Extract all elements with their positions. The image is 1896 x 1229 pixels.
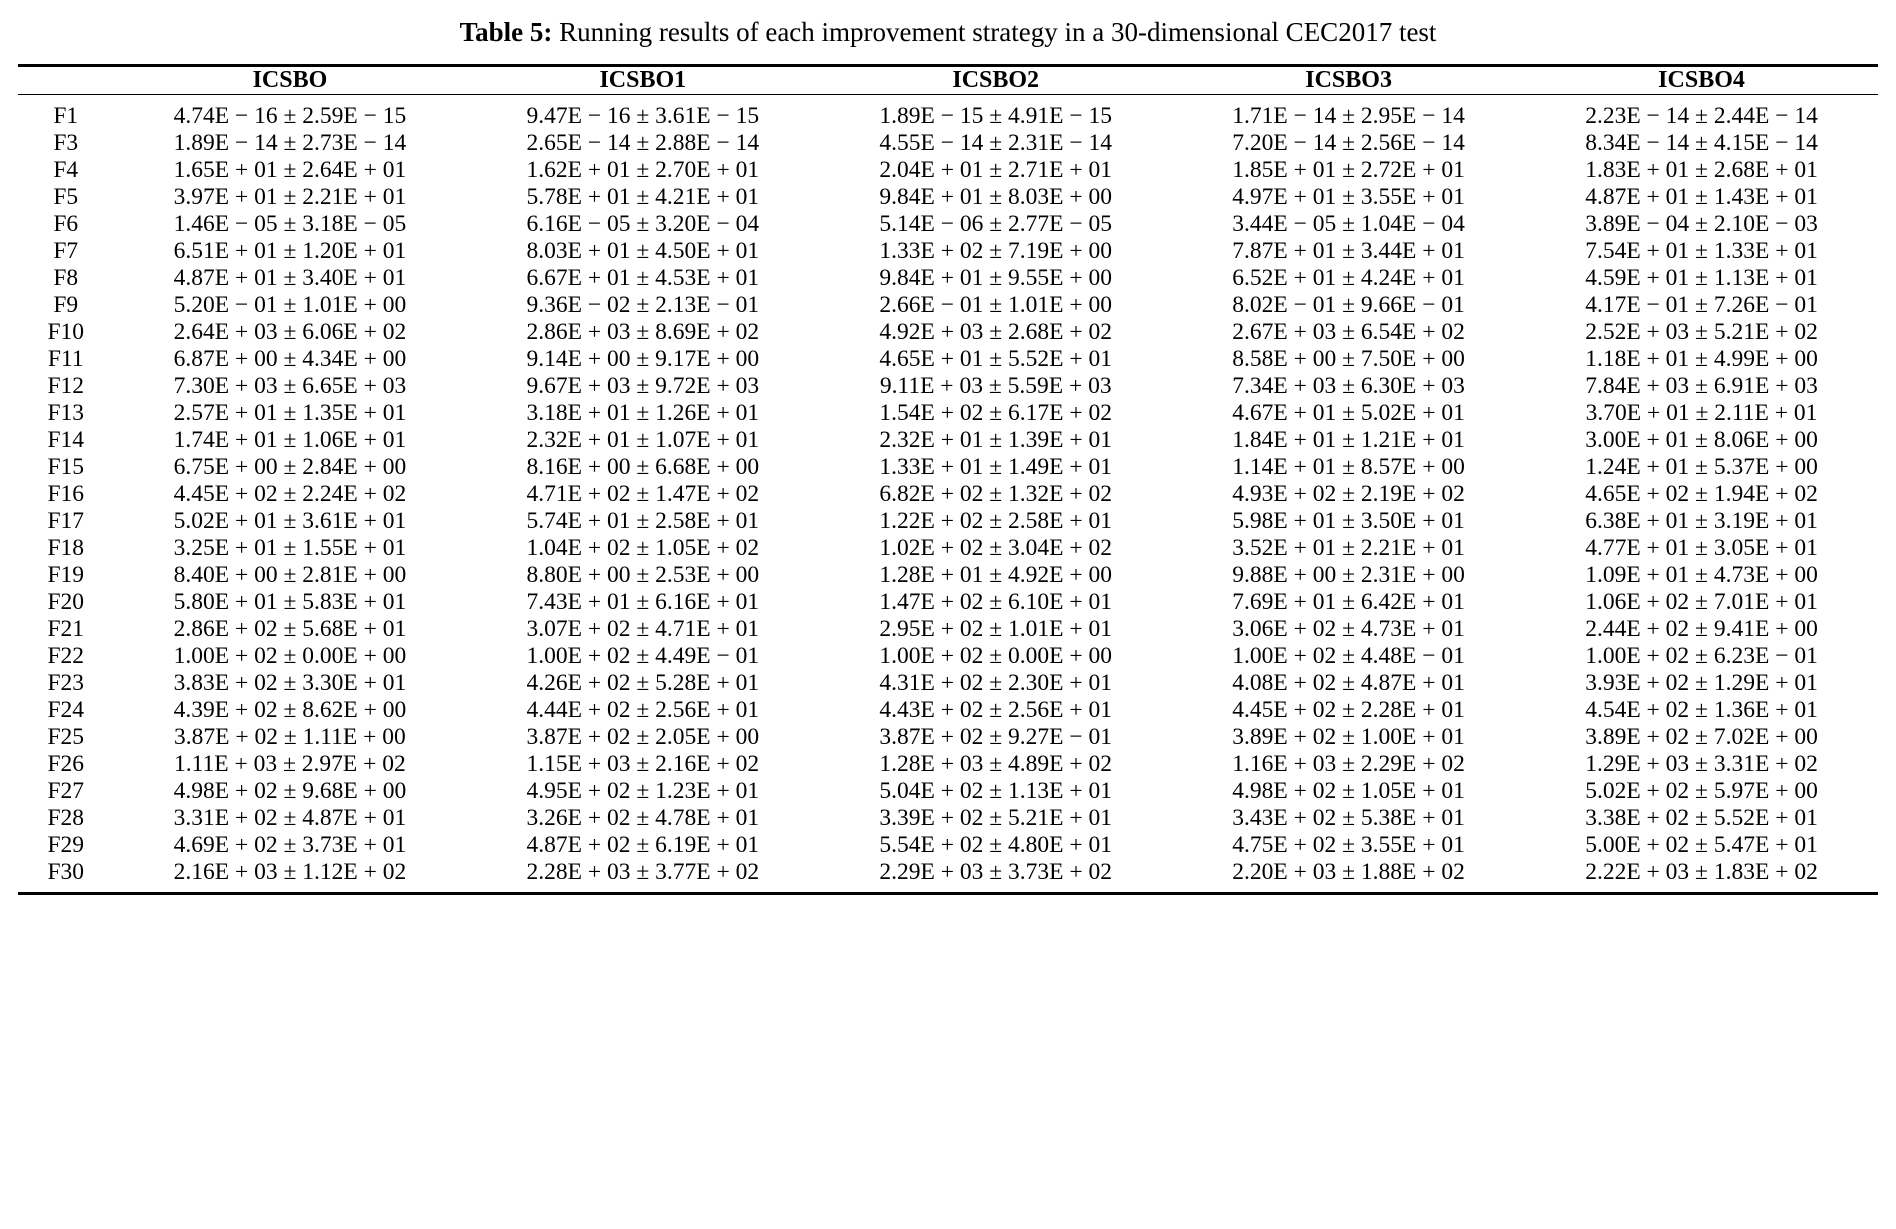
cell: 5.02E + 01 ± 3.61E + 01 xyxy=(173,507,407,534)
cell: 2.28E + 03 ± 3.77E + 02 xyxy=(526,858,760,885)
cell: 2.44E + 02 ± 9.41E + 00 xyxy=(1585,615,1818,642)
cell: 6.51E + 01 ± 1.20E + 01 xyxy=(173,237,407,264)
cell: 3.83E + 02 ± 3.30E + 01 xyxy=(173,669,407,696)
cell: 4.74E − 16 ± 2.59E − 15 xyxy=(173,102,407,129)
row-label: F22 xyxy=(47,642,85,669)
cell: 3.26E + 02 ± 4.78E + 01 xyxy=(526,804,760,831)
cell: 3.52E + 01 ± 2.21E + 01 xyxy=(1232,534,1465,561)
cell: 3.89E + 02 ± 7.02E + 00 xyxy=(1585,723,1818,750)
cell: 8.02E − 01 ± 9.66E − 01 xyxy=(1232,291,1465,318)
cell: 8.40E + 00 ± 2.81E + 00 xyxy=(173,561,407,588)
table-row xyxy=(18,130,1878,157)
cell: 5.98E + 01 ± 3.50E + 01 xyxy=(1232,507,1465,534)
table-row xyxy=(18,400,1878,427)
table-row xyxy=(18,832,1878,859)
cell: 1.18E + 01 ± 4.99E + 00 xyxy=(1585,345,1818,372)
cell: 4.98E + 02 ± 1.05E + 01 xyxy=(1232,777,1465,804)
cell: 2.22E + 03 ± 1.83E + 02 xyxy=(1585,858,1818,885)
cell: 3.89E − 04 ± 2.10E − 03 xyxy=(1585,210,1818,237)
cell: 4.75E + 02 ± 3.55E + 01 xyxy=(1232,831,1465,858)
row-label: F21 xyxy=(47,615,85,642)
table-body xyxy=(18,95,1878,895)
table-row xyxy=(18,535,1878,562)
cell: 7.30E + 03 ± 6.65E + 03 xyxy=(173,372,407,399)
cell: 2.16E + 03 ± 1.12E + 02 xyxy=(173,858,407,885)
table-row xyxy=(18,427,1878,454)
cell: 5.80E + 01 ± 5.83E + 01 xyxy=(173,588,407,615)
cell: 4.93E + 02 ± 2.19E + 02 xyxy=(1232,480,1465,507)
row-label: F27 xyxy=(47,777,85,804)
cell: 5.02E + 02 ± 5.97E + 00 xyxy=(1585,777,1818,804)
cell: 2.95E + 02 ± 1.01E + 01 xyxy=(879,615,1113,642)
cell: 4.43E + 02 ± 2.56E + 01 xyxy=(879,696,1113,723)
row-label: F20 xyxy=(47,588,85,615)
cell: 2.86E + 02 ± 5.68E + 01 xyxy=(173,615,407,642)
cell: 4.87E + 01 ± 1.43E + 01 xyxy=(1585,183,1818,210)
cell: 3.70E + 01 ± 2.11E + 01 xyxy=(1585,399,1818,426)
cell: 5.78E + 01 ± 4.21E + 01 xyxy=(526,183,760,210)
cell: 4.97E + 01 ± 3.55E + 01 xyxy=(1232,183,1465,210)
cell: 2.23E − 14 ± 2.44E − 14 xyxy=(1585,102,1818,129)
cell: 4.87E + 02 ± 6.19E + 01 xyxy=(526,831,760,858)
cell: 1.47E + 02 ± 6.10E + 01 xyxy=(879,588,1113,615)
cell: 4.87E + 01 ± 3.40E + 01 xyxy=(173,264,407,291)
cell: 1.74E + 01 ± 1.06E + 01 xyxy=(173,426,407,453)
cell: 1.02E + 02 ± 3.04E + 02 xyxy=(879,534,1113,561)
table-row xyxy=(18,454,1878,481)
cell: 1.24E + 01 ± 5.37E + 00 xyxy=(1585,453,1818,480)
row-label: F5 xyxy=(53,183,79,210)
cell: 6.87E + 00 ± 4.34E + 00 xyxy=(173,345,407,372)
table-caption-text: Running results of each improvement strategy in a 30-dimensional CEC2017 test xyxy=(552,17,1437,47)
cell: 4.69E + 02 ± 3.73E + 01 xyxy=(173,831,407,858)
cell: 3.39E + 02 ± 5.21E + 01 xyxy=(879,804,1113,831)
table-caption-label: Table 5: xyxy=(459,17,553,47)
cell: 2.32E + 01 ± 1.39E + 01 xyxy=(879,426,1113,453)
row-label: F14 xyxy=(47,426,85,453)
cell: 5.00E + 02 ± 5.47E + 01 xyxy=(1585,831,1818,858)
cell: 2.66E − 01 ± 1.01E + 00 xyxy=(879,291,1113,318)
cell: 3.31E + 02 ± 4.87E + 01 xyxy=(173,804,407,831)
row-label: F17 xyxy=(47,507,85,534)
row-label: F8 xyxy=(53,264,79,291)
column-header-icsbo4: ICSBO4 xyxy=(1658,66,1745,93)
table-row xyxy=(18,157,1878,184)
table-row xyxy=(18,859,1878,886)
row-label: F1 xyxy=(53,102,79,129)
cell: 1.33E + 01 ± 1.49E + 01 xyxy=(879,453,1113,480)
cell: 4.98E + 02 ± 9.68E + 00 xyxy=(173,777,407,804)
table-row xyxy=(18,589,1878,616)
cell: 2.04E + 01 ± 2.71E + 01 xyxy=(879,156,1113,183)
cell: 3.38E + 02 ± 5.52E + 01 xyxy=(1585,804,1818,831)
cell: 9.47E − 16 ± 3.61E − 15 xyxy=(526,102,760,129)
table-row xyxy=(18,697,1878,724)
table-row xyxy=(18,616,1878,643)
table-row xyxy=(18,319,1878,346)
cell: 3.97E + 01 ± 2.21E + 01 xyxy=(173,183,407,210)
row-label: F15 xyxy=(47,453,85,480)
cell: 5.20E − 01 ± 1.01E + 00 xyxy=(173,291,407,318)
table-row xyxy=(18,508,1878,535)
cell: 5.04E + 02 ± 1.13E + 01 xyxy=(879,777,1113,804)
cell: 1.04E + 02 ± 1.05E + 02 xyxy=(526,534,760,561)
table-row xyxy=(18,265,1878,292)
cell: 8.80E + 00 ± 2.53E + 00 xyxy=(526,561,760,588)
cell: 1.00E + 02 ± 4.48E − 01 xyxy=(1232,642,1465,669)
cell: 1.89E − 14 ± 2.73E − 14 xyxy=(173,129,407,156)
cell: 3.18E + 01 ± 1.26E + 01 xyxy=(526,399,760,426)
cell: 1.06E + 02 ± 7.01E + 01 xyxy=(1585,588,1818,615)
cell: 4.54E + 02 ± 1.36E + 01 xyxy=(1585,696,1818,723)
table-row xyxy=(18,292,1878,319)
cell: 9.14E + 00 ± 9.17E + 00 xyxy=(526,345,760,372)
cell: 5.14E − 06 ± 2.77E − 05 xyxy=(879,210,1113,237)
table-row xyxy=(18,778,1878,805)
cell: 3.44E − 05 ± 1.04E − 04 xyxy=(1232,210,1465,237)
body-top-spacer xyxy=(18,95,1878,103)
cell: 6.38E + 01 ± 3.19E + 01 xyxy=(1585,507,1818,534)
cell: 1.29E + 03 ± 3.31E + 02 xyxy=(1585,750,1818,777)
table-row xyxy=(18,670,1878,697)
cell: 7.69E + 01 ± 6.42E + 01 xyxy=(1232,588,1465,615)
cell: 7.34E + 03 ± 6.30E + 03 xyxy=(1232,372,1465,399)
cell: 8.03E + 01 ± 4.50E + 01 xyxy=(526,237,760,264)
cell: 9.88E + 00 ± 2.31E + 00 xyxy=(1232,561,1465,588)
cell: 6.82E + 02 ± 1.32E + 02 xyxy=(879,480,1113,507)
cell: 1.00E + 02 ± 0.00E + 00 xyxy=(879,642,1113,669)
cell: 2.52E + 03 ± 5.21E + 02 xyxy=(1585,318,1818,345)
row-label: F13 xyxy=(47,399,85,426)
cell: 6.52E + 01 ± 4.24E + 01 xyxy=(1232,264,1465,291)
row-label: F30 xyxy=(47,858,85,885)
cell: 2.29E + 03 ± 3.73E + 02 xyxy=(879,858,1113,885)
cell: 4.65E + 02 ± 1.94E + 02 xyxy=(1585,480,1818,507)
cell: 9.84E + 01 ± 9.55E + 00 xyxy=(879,264,1113,291)
cell: 4.26E + 02 ± 5.28E + 01 xyxy=(526,669,760,696)
row-label: F9 xyxy=(53,291,79,318)
cell: 5.54E + 02 ± 4.80E + 01 xyxy=(879,831,1113,858)
cell: 2.20E + 03 ± 1.88E + 02 xyxy=(1232,858,1465,885)
cell: 6.16E − 05 ± 3.20E − 04 xyxy=(526,210,760,237)
cell: 4.08E + 02 ± 4.87E + 01 xyxy=(1232,669,1465,696)
table-row xyxy=(18,724,1878,751)
cell: 1.33E + 02 ± 7.19E + 00 xyxy=(879,237,1113,264)
cell: 3.07E + 02 ± 4.71E + 01 xyxy=(526,615,760,642)
cell: 3.93E + 02 ± 1.29E + 01 xyxy=(1585,669,1818,696)
cell: 1.15E + 03 ± 2.16E + 02 xyxy=(526,750,760,777)
column-header-icsbo1: ICSBO1 xyxy=(599,66,687,93)
row-label: F6 xyxy=(53,210,79,237)
cell: 4.77E + 01 ± 3.05E + 01 xyxy=(1585,534,1818,561)
rule-bottom xyxy=(18,893,1878,895)
table-row xyxy=(18,751,1878,778)
row-label: F16 xyxy=(47,480,85,507)
table-header xyxy=(18,65,1878,95)
cell: 6.67E + 01 ± 4.53E + 01 xyxy=(526,264,760,291)
cell: 9.84E + 01 ± 8.03E + 00 xyxy=(879,183,1113,210)
cell: 7.43E + 01 ± 6.16E + 01 xyxy=(526,588,760,615)
cell: 8.34E − 14 ± 4.15E − 14 xyxy=(1585,129,1818,156)
row-label: F12 xyxy=(47,372,85,399)
cell: 1.00E + 02 ± 4.49E − 01 xyxy=(526,642,760,669)
cell: 4.59E + 01 ± 1.13E + 01 xyxy=(1585,264,1818,291)
table-row xyxy=(18,481,1878,508)
body-bottom-spacer xyxy=(18,886,1878,894)
cell: 2.57E + 01 ± 1.35E + 01 xyxy=(173,399,407,426)
row-label: F29 xyxy=(47,831,85,858)
cell: 9.36E − 02 ± 2.13E − 01 xyxy=(526,291,760,318)
cell: 1.00E + 02 ± 6.23E − 01 xyxy=(1585,642,1818,669)
results-table xyxy=(18,64,1878,895)
cell: 1.16E + 03 ± 2.29E + 02 xyxy=(1232,750,1465,777)
header-corner xyxy=(18,67,113,95)
cell: 5.74E + 01 ± 2.58E + 01 xyxy=(526,507,760,534)
cell: 4.31E + 02 ± 2.30E + 01 xyxy=(879,669,1113,696)
cell: 3.87E + 02 ± 2.05E + 00 xyxy=(526,723,760,750)
row-label: F10 xyxy=(47,318,85,345)
cell: 1.09E + 01 ± 4.73E + 00 xyxy=(1585,561,1818,588)
cell: 1.84E + 01 ± 1.21E + 01 xyxy=(1232,426,1465,453)
cell: 4.65E + 01 ± 5.52E + 01 xyxy=(879,345,1113,372)
cell: 4.17E − 01 ± 7.26E − 01 xyxy=(1585,291,1818,318)
cell: 3.25E + 01 ± 1.55E + 01 xyxy=(173,534,407,561)
table-row xyxy=(18,346,1878,373)
cell: 1.62E + 01 ± 2.70E + 01 xyxy=(526,156,760,183)
cell: 1.71E − 14 ± 2.95E − 14 xyxy=(1232,102,1465,129)
cell: 3.87E + 02 ± 1.11E + 00 xyxy=(174,723,406,750)
row-label: F18 xyxy=(47,534,85,561)
cell: 1.85E + 01 ± 2.72E + 01 xyxy=(1232,156,1465,183)
cell: 1.00E + 02 ± 0.00E + 00 xyxy=(173,642,407,669)
row-label: F7 xyxy=(53,237,79,264)
cell: 4.39E + 02 ± 8.62E + 00 xyxy=(173,696,407,723)
table-row xyxy=(18,211,1878,238)
cell: 6.75E + 00 ± 2.84E + 00 xyxy=(173,453,407,480)
cell: 4.67E + 01 ± 5.02E + 01 xyxy=(1232,399,1465,426)
table-caption xyxy=(18,16,1878,50)
cell: 8.16E + 00 ± 6.68E + 00 xyxy=(526,453,760,480)
table-row xyxy=(18,643,1878,670)
cell: 9.11E + 03 ± 5.59E + 03 xyxy=(879,372,1112,399)
cell: 4.45E + 02 ± 2.28E + 01 xyxy=(1232,696,1465,723)
table-row xyxy=(18,238,1878,265)
row-label: F3 xyxy=(53,129,79,156)
cell: 4.55E − 14 ± 2.31E − 14 xyxy=(879,129,1113,156)
cell: 3.87E + 02 ± 9.27E − 01 xyxy=(879,723,1113,750)
table-row xyxy=(18,805,1878,832)
row-label: F19 xyxy=(47,561,85,588)
cell: 1.54E + 02 ± 6.17E + 02 xyxy=(879,399,1113,426)
row-label: F23 xyxy=(47,669,85,696)
cell: 3.43E + 02 ± 5.38E + 01 xyxy=(1232,804,1465,831)
cell: 4.45E + 02 ± 2.24E + 02 xyxy=(173,480,407,507)
cell: 1.11E + 03 ± 2.97E + 02 xyxy=(174,750,406,777)
cell: 8.58E + 00 ± 7.50E + 00 xyxy=(1232,345,1465,372)
table-row xyxy=(18,103,1878,130)
header-row xyxy=(18,67,1878,95)
column-header-icsbo2: ICSBO2 xyxy=(952,66,1040,93)
cell: 1.14E + 01 ± 8.57E + 00 xyxy=(1232,453,1465,480)
row-label: F24 xyxy=(47,696,85,723)
row-label: F26 xyxy=(47,750,85,777)
cell: 4.92E + 03 ± 2.68E + 02 xyxy=(879,318,1113,345)
cell: 2.67E + 03 ± 6.54E + 02 xyxy=(1232,318,1465,345)
cell: 4.95E + 02 ± 1.23E + 01 xyxy=(526,777,760,804)
cell: 1.28E + 01 ± 4.92E + 00 xyxy=(879,561,1113,588)
cell: 7.84E + 03 ± 6.91E + 03 xyxy=(1585,372,1818,399)
column-header-icsbo: ICSBO xyxy=(252,66,328,93)
row-label: F25 xyxy=(47,723,85,750)
table-row xyxy=(18,373,1878,400)
cell: 1.22E + 02 ± 2.58E + 01 xyxy=(879,507,1113,534)
cell: 2.65E − 14 ± 2.88E − 14 xyxy=(526,129,760,156)
cell: 3.06E + 02 ± 4.73E + 01 xyxy=(1232,615,1465,642)
cell: 3.89E + 02 ± 1.00E + 01 xyxy=(1232,723,1465,750)
cell: 1.83E + 01 ± 2.68E + 01 xyxy=(1585,156,1818,183)
row-label: F28 xyxy=(47,804,85,831)
cell: 9.67E + 03 ± 9.72E + 03 xyxy=(526,372,760,399)
table-row xyxy=(18,184,1878,211)
cell: 2.32E + 01 ± 1.07E + 01 xyxy=(526,426,760,453)
column-header-icsbo3: ICSBO3 xyxy=(1305,66,1392,93)
row-label: F4 xyxy=(53,156,79,183)
cell: 2.64E + 03 ± 6.06E + 02 xyxy=(173,318,407,345)
cell: 7.54E + 01 ± 1.33E + 01 xyxy=(1585,237,1818,264)
cell: 3.00E + 01 ± 8.06E + 00 xyxy=(1585,426,1818,453)
cell: 1.89E − 15 ± 4.91E − 15 xyxy=(879,102,1113,129)
cell: 7.87E + 01 ± 3.44E + 01 xyxy=(1232,237,1465,264)
cell: 4.44E + 02 ± 2.56E + 01 xyxy=(526,696,760,723)
row-label: F11 xyxy=(47,345,84,372)
cell: 7.20E − 14 ± 2.56E − 14 xyxy=(1232,129,1465,156)
table-row xyxy=(18,562,1878,589)
cell: 2.86E + 03 ± 8.69E + 02 xyxy=(526,318,760,345)
cell: 1.46E − 05 ± 3.18E − 05 xyxy=(173,210,407,237)
cell: 1.65E + 01 ± 2.64E + 01 xyxy=(173,156,407,183)
cell: 1.28E + 03 ± 4.89E + 02 xyxy=(879,750,1113,777)
cell: 4.71E + 02 ± 1.47E + 02 xyxy=(526,480,760,507)
